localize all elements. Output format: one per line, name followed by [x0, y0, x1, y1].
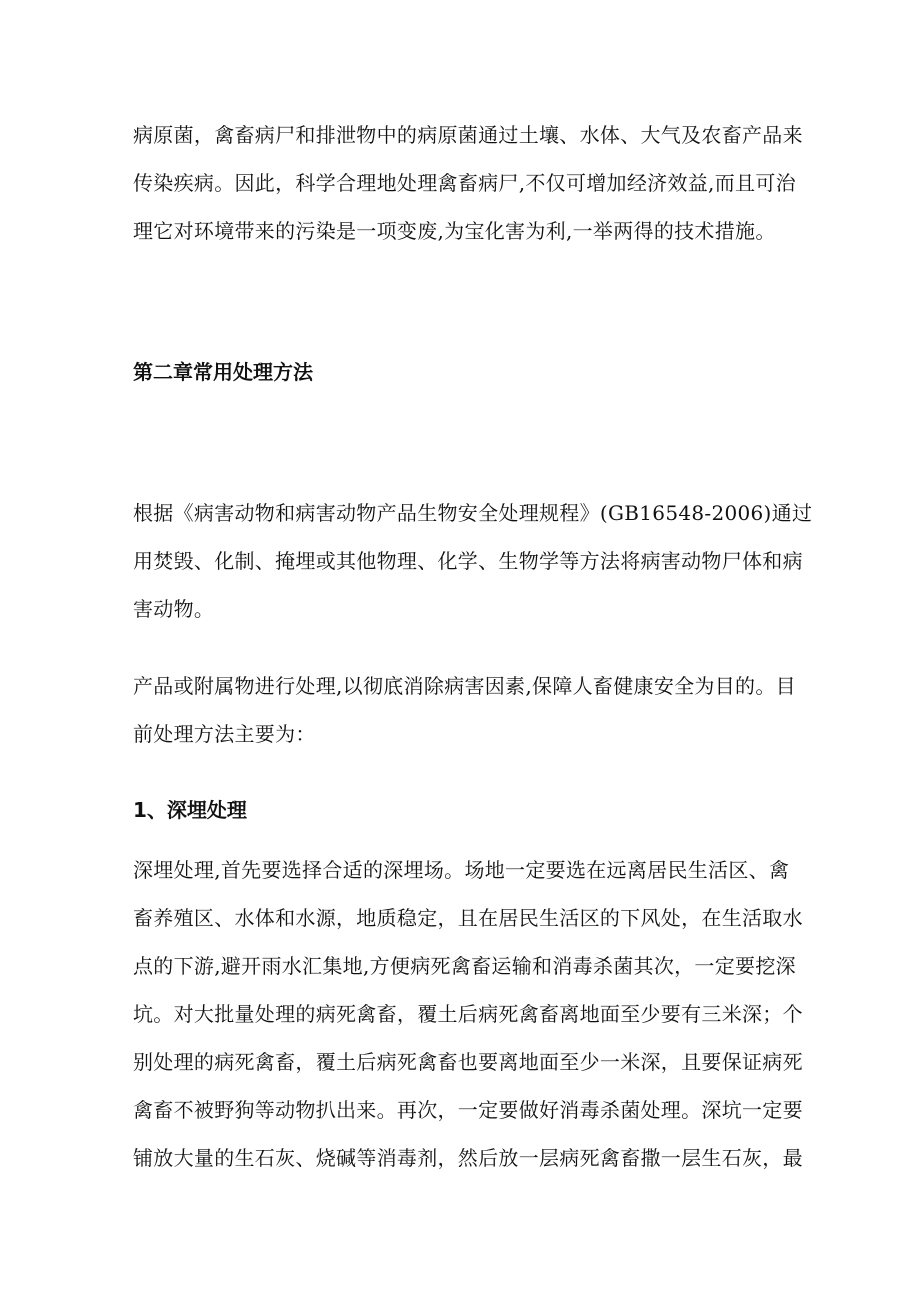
intro-line-2: 传染疾病。因此，科学合理地处理禽畜病尸,不仅可增加经济效益,而且可治 — [133, 171, 796, 195]
basis-paragraph — [133, 489, 813, 633]
section1-body — [133, 846, 803, 1182]
purpose-line-1: 产品或附属物进行处理,以彻底消除病害因素,保障人畜健康安全为目的。目 — [133, 674, 796, 698]
section1-line-5: 别处理的病死禽畜，覆土后病死禽畜也要离地面至少一米深，且要保证病死 — [133, 1050, 803, 1074]
section1-line-3: 点的下游,避开雨水汇集地,方便病死禽畜运输和消毒杀菌其次，一定要挖深 — [133, 954, 796, 978]
section1-title: 1、深埋处理 — [133, 798, 247, 822]
section1-line-4: 坑。对大批量处理的病死禽畜，覆土后病死禽畜离地面至少要有三米深；个 — [133, 1002, 803, 1026]
basis-line-1: 根据《病害动物和病害动物产品生物安全处理规程》(GB16548-2006)通过 — [133, 501, 813, 525]
section1-line-7: 铺放大量的生石灰、烧碱等消毒剂，然后放一层病死禽畜撒一层生石灰，最 — [133, 1146, 803, 1170]
section1-line-6: 禽畜不被野狗等动物扒出来。再次，一定要做好消毒杀菌处理。深坑一定要 — [133, 1098, 803, 1122]
basis-line-3: 害动物。 — [133, 597, 215, 621]
section1-line-1: 深埋处理,首先要选择合适的深埋场。场地一定要选在远离居民生活区、禽 — [133, 858, 790, 882]
purpose-paragraph — [133, 662, 796, 758]
chapter-title: 第二章常用处理方法 — [133, 360, 313, 384]
purpose-line-2: 前处理方法主要为： — [133, 722, 316, 746]
basis-line-2: 用焚毁、化制、掩埋或其他物理、化学、生物学等方法将病害动物尸体和病 — [133, 549, 803, 573]
section1-line-2: 畜养殖区、水体和水源，地质稳定，且在居民生活区的下风处，在生活取水 — [133, 906, 803, 930]
intro-line-3: 理它对环境带来的污染是一项变废,为宝化害为利,一举两得的技术措施。 — [133, 219, 776, 243]
intro-line-1: 病原菌，禽畜病尸和排泄物中的病原菌通过土壤、水体、大气及农畜产品来 — [133, 123, 803, 147]
intro-paragraph — [133, 111, 803, 255]
